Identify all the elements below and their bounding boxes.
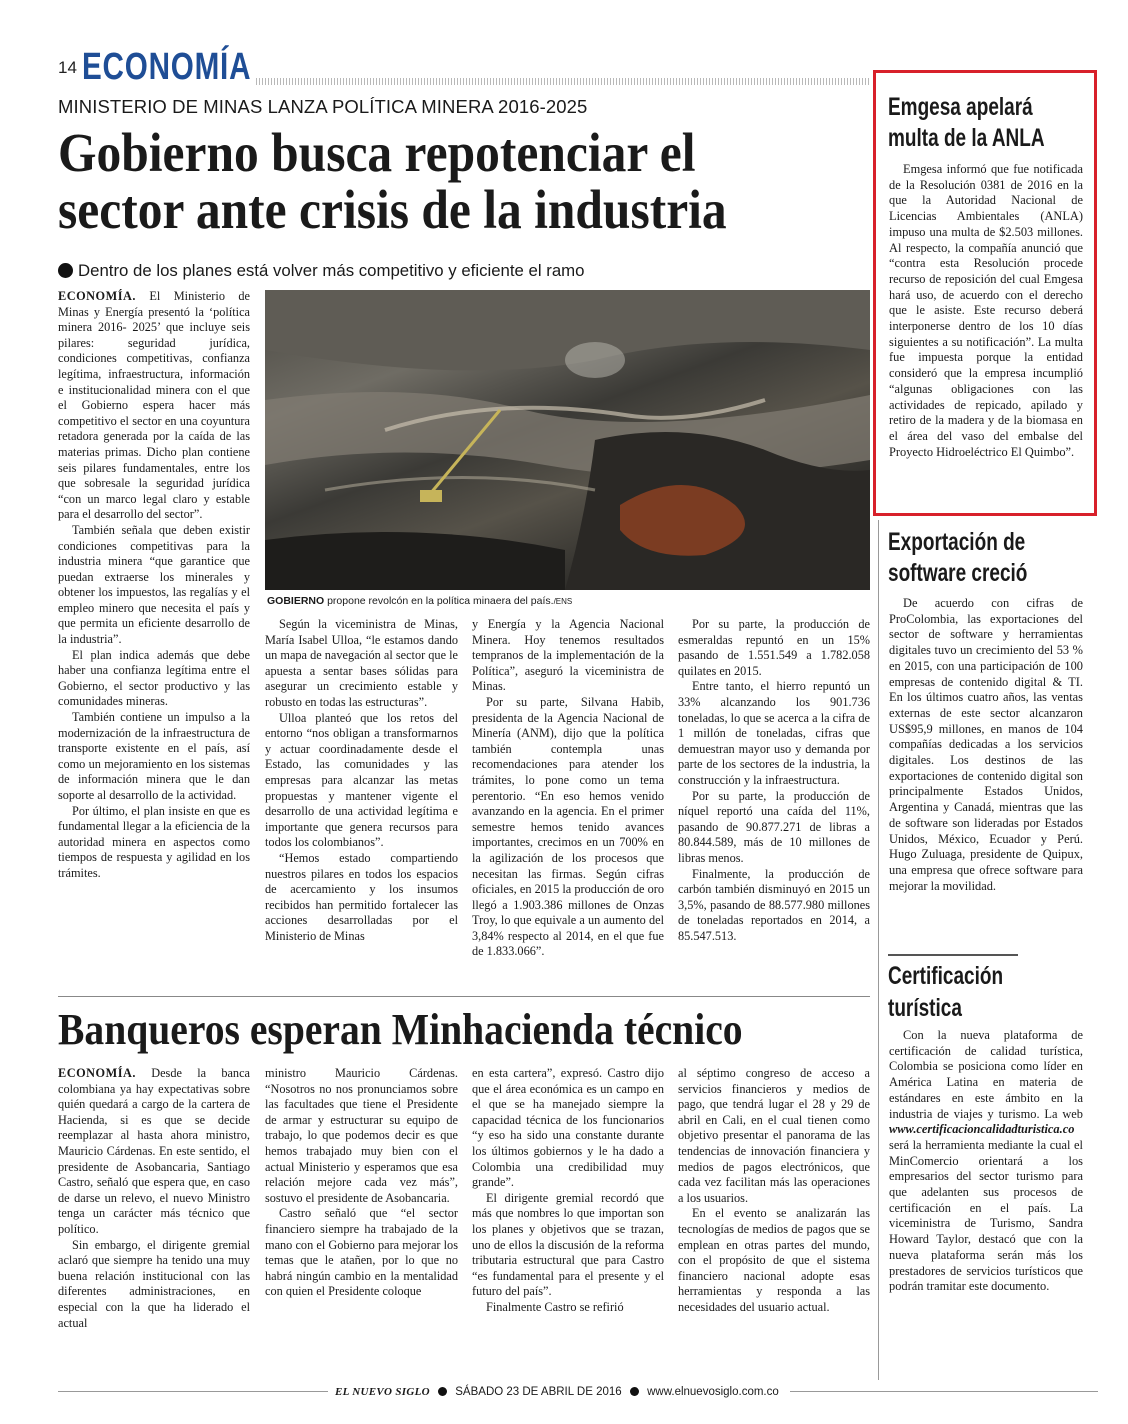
second-column-4: al séptimo congreso de acceso a servicios financieros y medios de pago, que tendrá lugar el 28 y 29 de abril en Cali, en el cual tienen como objetivo presentar el panorama de las tendencias de innovación financiera y medios de pagos electrónicos, que cada vez facilitan más las operaciones a los usuarios. En el evento se analizarán las tecnologías de medios de pagos que se emplean en otras partes del mundo, con el propósito de que el sistema financiero nacional adopte esas herramientas y responda a las necesidades del usuario actual. (678, 1066, 870, 1314)
tourism-link[interactable]: www.certificacioncalidadturistica.co (889, 1122, 1075, 1137)
footer-date: SÁBADO 23 DE ABRIL DE 2016 (455, 1386, 622, 1398)
main-column-2: Según la viceministra de Minas, María Isabel Ulloa, “le estamos dando un mapa de navegación al sector que le apuesta a sentar bases sólidas para asegurar un crecimiento estable y robusto en todas las estructuras”. Ulloa planteó que los retos del entorno “nos obligan a transformarnos y actuar coordinadamente desde el Estado, las comunidades y las empresas para alcanzar las metas propuestas y mantener vigente el desarrollo de una actividad legítima e importante que genera recursos para todos los colombianos”. “Hemos estado compartiendo nuestros pilares en todos los espacios de acercamiento y los insumos recibidos han permitido fortalecer las acciones desarrolladas por el Ministerio de Minas (265, 617, 458, 943)
article-divider (58, 996, 870, 997)
software-title: Exportación de software creció (888, 528, 1028, 587)
subhead: Dentro de los planes está volver más competitivo y eficiente el ramo (58, 261, 584, 281)
page-number: 14 (58, 58, 77, 77)
second-column-1: ECONOMÍA. Desde la banca colombiana ya hay expectativas sobre quién quedará a cargo de la cartera de Hacienda, si es que se decide reemplazar al hasta ahora ministro, Mauricio Cárdenas. En este sentido, el presidente de Asobancaria, Santiago Castro, señaló que espera que, en caso de darse un relevo, el nuevo Ministro tenga un carácter más técnico que político. Sin embargo, el dirigente gremial aclaró que siempre ha tenido una muy buena relación institucional con las diferentes administraciones, en especial con la que ha liderado el actual (58, 1066, 250, 1330)
second-column-3: en esta cartera”, expresó. Castro dijo que el área económica es un campo en el que se ha manejado siempre la capacidad técnica de los funcionarios “y eso ha sido una constante durante los últimos gobiernos y le ha dado a Colombia una credibilidad muy grande”. El dirigente gremial recordó que más que nombres lo que importan son los planes y objetivos que se trazan, uno de ellos la discusión de la reforma tributaria estructural que para Castro “es fundamental para el presente y el futuro del país”. Finalmente Castro se refirió (472, 1066, 664, 1314)
main-column-4: Por su parte, la producción de esmeraldas repuntó en un 15% pasando de 1.551.549 a 1.782.058 quilates en 2015. Entre tanto, el hierro repuntó un 33% alcanzando los 901.736 toneladas, lo que se acerca a la cifra de 1 millón de toneladas, cifras que demuestran mayor uso y demanda por parte de los sectores de la industria, la construcción y la infraestructura. Por su parte, la producción de níquel reportó una caída del 11%, pasando de 90.877.271 de libras a 80.844.589, más de 10 millones de libras menos. Finalmente, la producción de carbón también disminuyó en 2015 un 3,5%, pasando de 88.577.980 millones de toneladas reportados en 2014, a 85.547.513. (678, 617, 870, 943)
tourism-title: Certificación turística (888, 962, 1004, 1022)
emgesa-title: Emgesa apelará multa de la ANLA (888, 93, 1045, 152)
kicker: MINISTERIO DE MINAS LANZA POLÍTICA MINERA 2016-2025 (58, 96, 588, 117)
main-column-3: y Energía y la Agencia Nacional Minera. Hoy tenemos resultados tempranos de la implementación de la Política”, aseguró la viceministra de Minas. Por su parte, Silvana Habib, presidenta de la Agencia Nacional de Minería (ANM), dijo que la política también contempla unas recomendaciones para atender los trámites, lo pone como un tema perentorio. “En eso hemos venido avanzando en la agencia. En el primer semestre hemos tenido avances importantes, crecimos en un 700% en la agilización de los procesos que necesitan las firmas. Según cifras oficiales, en 2015 la producción de oro llegó a 1.903.386 millones de Onzas Troy, lo que equivale a un aumento del 3,84% respecto al 2014, en el que fue de 1.833.066”. (472, 617, 664, 959)
sidebar-rule (888, 954, 1018, 956)
photo-caption: GOBIERNO propone revolcón en la política minaera del país./ENS (267, 595, 573, 607)
footer-rule (58, 1391, 328, 1392)
footer (335, 1386, 779, 1398)
section-rule (256, 78, 870, 85)
main-column-1: ECONOMÍA. El Ministerio de Minas y Energía presentó la ‘política minera 2016- 2025’ que incluye seis pilares: seguridad jurídica, condiciones competitivas, confianza legítima, infraestructura, información e institucionalidad minera con el que el Gobierno espera hacer más competitivo el sector en una coyuntura retadora generada por la caída de las materias primas. Dicho plan contiene seis pilares fundamentales, entre los que sobresale la seguridad jurídica “con un marco legal claro y estable para el desarrollo del sector”. También señala que deben existir condiciones competitivas para la industria minera “que garantice que puedan extraerse los minerales y obtener los impuestos, las regalías y el empleo minero que necesita el país y que permita un eficiente desarrollo de la industria”. El plan indica además que debe haber una confianza legítima entre el Gobierno, el sector productivo y las comunidades mineras. También contiene un impulso a la modernización de la infraestructura de transporte existente en el país, así como un mejoramiento en los sistemas de información minera que le dan soporte al desarrollo de la actividad. Por último, el plan insiste en que es fundamental llegar a la eficiencia de la autoridad minera en aspectos como tiempos de respuesta y agilidad en los trámites. (58, 289, 250, 880)
bullet-icon (630, 1387, 639, 1396)
footer-rule (790, 1391, 1098, 1392)
sidebar-separator (878, 520, 879, 1380)
second-column-2: ministro Mauricio Cárdenas. “Nosotros no nos pronunciamos sobre las facultades que tiene el Presidente de armar y estructurar su equipo de trabajo, lo que podemos decir es que hemos trabajado muy bien con el actual Ministerio y esperamos que esa relación mejore cada vez más”, sostuvo el presidente de Asobancaria. Castro señaló que “el sector financiero siempre ha trabajado de la mano con el Gobierno para mejorar los temas que le atañen, por lo que no habrá ningún cambio en la mentalidad con quien el Presidente coloque (265, 1066, 458, 1299)
footer-masthead: EL NUEVO SIGLO (335, 1386, 430, 1398)
mining-photo (265, 290, 870, 590)
second-headline: Banqueros esperan Minhacienda técnico (58, 1005, 743, 1054)
bullet-icon (438, 1387, 447, 1396)
tourism-text: Con la nueva plataforma de certificación de calidad turística, Colombia se posiciona como líder en América Latina en materia de estándares en este ámbito en la industria de viajes y turismo. La web www.certificacioncalidadturistica.co será la herramienta mediante la cual el MinComercio orientará a los empresarios del sector turismo para que adelanten sus procesos de certificación en el país. La viceministra de Turismo, Sandra Howard Taylor, destacó que con la nueva plataforma serán más los prestadores de servicios turísticos que podrán tramitar este documento. (889, 1028, 1083, 1294)
section-title: ECONOMÍA (82, 46, 252, 88)
emgesa-text: Emgesa informó que fue notificada de la Resolución 0381 de 2016 en la que la Autoridad Nacional de Licencias Ambientales (ANLA) impuso una multa de $2.503 millones. Al respecto, la compañía anunció que “contra esta Resolución procede recurso de reposición del cual Emgesa hará uso, de acuerdo con el derecho que le asiste. Este recurso deberá interponerse dentro de los 10 días siguientes a su notificación”. La multa fue impuesta porque la entidad consideró que la empresa incumplió “algunas obligaciones con las actividades de repicado, apilado y retiro de la madera y de la biomasa en el área del vaso del embalse del Proyecto Hidroeléctrico El Quimbo”. (889, 162, 1083, 459)
main-headline: Gobierno busca repotenciar el sector ante crisis de la industria (58, 122, 727, 240)
software-text: De acuerdo con cifras de ProColombia, las exportaciones del sector de software y herramientas digitales tuvo un crecimiento del 53 % en 2015, con una participación de 100 empresas de contenido digital & TI. En los últimos cuatro años, las ventas externas de este sector alcanzaron US$95,9 millones, en manos de 104 compañías dedicadas a los servicios digitales. Los destinos de las exportaciones de contenido digital son principalmente Estados Unidos, Argentina y Canadá, mientras que las de software son lideradas por Estados Unidos, México, Ecuador y Perú. Hugo Zuluaga, presidente de Quipux, una empresa que ofrece software para mejorar la movilidad. (889, 596, 1083, 893)
footer-website[interactable]: www.elnuevosiglo.com.co (647, 1386, 779, 1398)
bullet-icon (58, 263, 73, 278)
